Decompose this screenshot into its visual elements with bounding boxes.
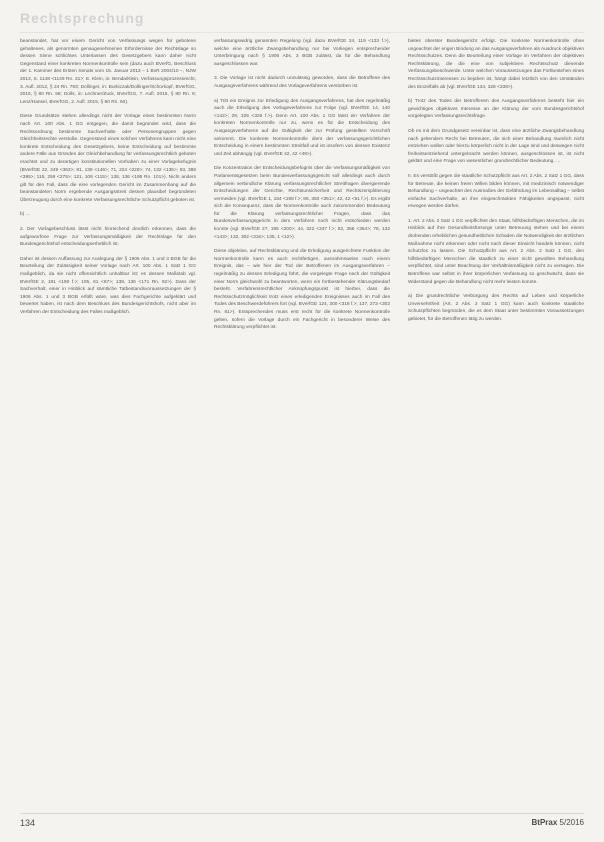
section-header: Rechtsprechung: [20, 10, 145, 26]
paragraph: 3. Die Vorlage ist nicht dadurch unzulässig geworden, dass die Betroffene des Ausgangsverfahrens während des Vorlageverfahrens verstorben ist.: [214, 76, 390, 89]
paragraph: a) Die grundrechtliche Verbürgung des Rechts auf Leben und körperliche Unversehrtheit (Art. 2 Abs. 2 Satz 1 GG) kann auch konkrete staatliche Schutzpflichten begründen, die es dem Staat unter bestimmten Voraussetzungen gebietet, für die Betroffenen tätig zu werden.: [408, 294, 584, 322]
paragraph: 2. Der Vorlagebeschluss lässt nicht hinreichend deutlich erkennen, dass die aufgeworfene Frage zur Verfassungsmäßigkeit der Rechtslage für den Bundesgerichtshof entscheidungserheblich ist.: [20, 227, 196, 248]
page-number: 134: [20, 818, 36, 828]
paragraph: II. Es verstößt gegen die staatliche Schutzpflicht aus Art. 2 Abs. 2 Satz 1 GG, dass für Betreute, die keinen freien Willen bilden können, mit medizinisch notwendiger Behandlung – ungeachtet des Ausmaßes der Gefährdung im Lebensalltag – selbst einfache Sachverhalte, an ihre eingeschränkten Fähigkeiten angepasst, nicht erwogen werden dürfen.: [408, 173, 584, 210]
journal-name: BtPrax: [531, 818, 558, 827]
footer-divider: [20, 813, 584, 814]
paragraph: Daher ist dessen Auffassung zur Auslegung der § 1906 Abs. 1 und 3 BGB für die Beurteilung der Zulässigkeit seiner Vorlage nach Art. 100 Abs. 1 Satz 1 GG maßgeblich, da sie nicht offensichtlich unhaltbar ist; es dessen Maßstab vgl. BVerfGE 2, 181 <190 f.>; 105, 61 <67>; 138, 136 <171 Rn. 92>). Dass der Sachverhalt, einer in Hinblick auf sämtliche Tatbestandsvoraussetzungen der § 1906 Abs. 1 und 3 BGB erfüllt wäre, was dies Fachgerichte aufgeklärt und bewertet haben, ist nach dem Beschluss des Bundesgerichtshofs, nicht aber im Verfahren der Entscheidung des Falles maßgeblich.: [20, 256, 196, 315]
paragraph: b) …: [20, 212, 31, 218]
journal-issue: 5/2016: [559, 818, 584, 827]
journal-reference: [532, 818, 585, 827]
paragraph: Ob es mit dem Grundgesetz vereinbar ist, dass eine ärztliche Zwangsbehandlung nach geltendem Recht bei Betreuten, die sich einer Behandlung räumlich nicht entziehen wollen oder hierzu körperlich nicht in der Lage sind und deswegen nicht freiheitsentziehend untergebracht werden können, ausgeschlossen ist, ist nicht geklärt und eine Frage von wesentlicher grundrechtlicher Bedeutung. …: [408, 128, 584, 165]
paragraph: verfassungswidrig genannten Regelung (vgl. dazu BVerfGE 24, 119 <133 f.>), welche eine ärztliche Zwangsbehandlung nur bei Vorliegen entsprechender Unterbringung nach § 1906 Abs. 3 BGB zulässt, da für die Behandlung ausgeschlossen war.: [214, 39, 390, 67]
text-column-right: [408, 38, 584, 808]
text-column-left: [20, 38, 196, 808]
text-column-middle: [214, 38, 390, 808]
paragraph: b) Trotz des Todes der Betroffenen des Ausgangsverfahrens besteht hier ein gewichtiges objektives Interesse an der Klärung der vom Bundesgerichtshof vorgelegten Verfassungsrechtsfrage.: [408, 99, 584, 120]
paragraph: beanstandet, hat vor einem Gericht von Verfassungs wegen für gebotene gehaltenes, als genormten genaugenehmenen Erfordernisse der Rechtslage so dessen Sinne schlichtes Unterlassen des Gesetzgebers kann daher nicht Gegenstand einer konkreten Normenkontrolle sein (dazu auch BVerfG, Beschluss der 1. Kammer des Ersten Senats vom 15. Januar 2013 – 1 BvR 2004/10 –, NJW 2013, S. 1148 <1149 Rn. 21>; E. Klein, in: Benda/Klein, Verfassungsprozessrecht, 3. Aufl. 2012, § 24 Rn. 793; Dollinger, in: Burkiczak/Dollinger/Schorkopf, BVerfGG, 2015, § 80 Rn. 58; Dolls, in: Lechner/Zuck, BVerfGG, 7. Aufl. 2015, § 80 Rn. 9; Lenz/Hansel, BVerfGG, 2. Aufl. 2015, § 80 Rn. 60).: [20, 39, 196, 105]
paragraph: Diese objektive, auf Rechtsklärung und die Erledigung ausgerichtete Funktion der Normenkontrolle kann es auch rechtfertigen, ausnahmsweise nach einem Ereignis, das – wie hier der Tod der Betroffenen im Ausgangsverfahren – regelmäßig zu dessen Erledigung führt, die vorgelegte Frage nach der Gültigkeit einer Norm gleichwohl zu beantworten, wenn ein fortbestehender Klärungsbedarf besteht. Verfahrensrechtlicher Anknüpfungspunkt ist hierbei, dass die Rechtsschutzmöglichkeit trotz eines erledigenden Ereignisses auch im Fall des Todes des Beschwerdeführers fort (vgl. BVerfGE 124, 300 <318 f.>; 137, 273 <302 Rn. 81>). Entsprechendes muss erst recht für die konkrete Normenkontrolle gelten, sofern die Vorlage durch ein Fachgericht in besonderer Weise des Rechtsklärung verpflichtet ist.: [214, 249, 390, 331]
paragraph: 1. Art. 2 Abs. 2 Satz 1 GG verpflichtet den Staat, hilfsbedürftigen Menschen, die im Hinblick auf ihre Gesundheitsfürsorge unter Betreuung stehen und bei einem drohenden erheblichen gesundheitlichen Schaden die Notwendigkeit der ärztlichen Maßnahme nicht erkennen oder nicht nach dieser Einsicht handeln können, nicht schutzlos zu lassen. Die Schutzpflicht aus Art. 2 Abs. 2 Satz 1 GG, den hilfsbedürftigen Menschen die staatlich zu einer nicht gewollten Behandlung verpflichtet, sind unter Beachtung der Verhältnismäßigkeit nicht zu versagen. Die Betroffene war selbst in ihrer körperlichen Verfassung so geschwächt, dass sie Widerstand gegen die Behandlung nicht mehr leisten konnte.: [408, 218, 584, 285]
paragraph: Die Konzentration der Entscheidungsbefugnis über die Verfassungsmäßigkeit von Parlamentsgesetzen beim Bundesverfassungsgericht soll allerdings auch durch allgemein verbindliche Klärung verfassungsrechtlicher Streitfragen divergierende Entscheidungen der Gerichte, Rechtsunsicherheit und Rechtszersplitterung vermeiden (vgl. BVerfGE 1, 184 <198 f.>; 86, 350 <351>; 42, 42 <51 f.>). Es ergibt sich die Konsequenz, dass die Normenkontrolle auch zukommenden Bedeutung für die Klärung verfassungsrechtlicher Fragen, dass das Bundesverfassungsgericht in dem Verfahren noch nicht entschieden werden konnte (vgl. BVerfGE 27, 195 <200>; 44, 322 <337 f.>; 82, 356 <364>; 78, 132 <143>; 132, 302 <316>; 135, 1 <12>).: [214, 166, 390, 240]
paragraph: a) Tritt ein Ereignis zur Erledigung des Ausgangsverfahrens, hat dies regelmäßig auch die Erledigung des Vorlageverfahrens zur Folge (vgl. BVerfGE 14, 140 <142>; 29, 325 <326 f.>). Denn Art. 100 Abs. 1 GG lässt ein Verfahren der konkreten Normenkontrolle nur zu, wenn es für die Entscheidung des Ausgangsverfahrens auf die Gültigkeit der zur Prüfung gestellten Vorschrift ankommt. Die konkrete Normenkontrolle dient der verfassungsgerichtlichen Entscheidung in einem bestimmten Streitfall und ist insofern von dessen Existenz und Zeit abhängig (vgl. BVerfGE 42, 42 <49>).: [214, 98, 390, 157]
paragraph: bietes oberster Bundesgericht erfolgt. Die konkrete Normenkontrolle ohne ungeachtet der engen Bindung an das Ausgangsverfahren als Ausdruck objektiven Rechtsschutzes. Denn die Beurteilung einer Vorlage im Verfahren der objektiven Rechtsklärung, die die eine von subjektiven Rechtsschutz dienende Verfassungsbeschwerde. Unter welchen Voraussetzungen das Fortbestehen eines Rechtsschutzinteresses zu bejahen ist, hängt dabei letztlich von den Umständen des Einzelfalls ab (vgl. BVerfGE 134, 328 <338>).: [408, 39, 584, 90]
header-divider: [20, 32, 584, 33]
paragraph: Diese Grundsätze stehen allerdings nicht der Vorlage eines bestimmten Norm nach Art. 100 Abs. 1 GG entgegen, die damit begründet wird, dass die Rechtsordnung bestimmte Sachverhalte oder Personengruppen gegen Gleichheitsrechte verstoße. Gegenstand eines solchen Verfahrens kann nicht eine konkrete Entscheidung des Gesetzgebers, keine Entscheidung auf bestimmte andere Fälle aus Gründen der Gleichbehandlung für verfassungsrechtlich geboten erachtet und zu derartigen konstitutionellen Vorhaben zu einer Vorlagebefugnis (BVerfGE 22, 349 <363>; 81, 138 <146>; 71, 224 <228>; 74, 132 <135>; 93, 386 <395>; 115, 259 <275>; 121, 108 <115>; 138, 136 <195 Rn. 101>). Nicht anders gilt für den Fall, dass die eine vorlegenden Gericht im Zusammenhang auf die beanstandeten Norm ergebende Ausgangsstreit dessen plausibel begründeten Überzeugung durch eine konkrete Verfassungsrechtliche Schutzpflicht geboten ist.: [20, 114, 196, 203]
